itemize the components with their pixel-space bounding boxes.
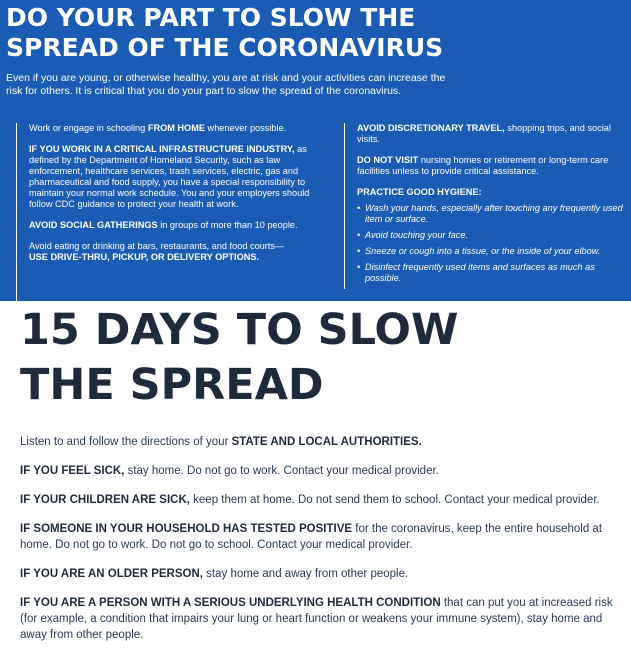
guidance-list <box>20 434 620 656</box>
panel-title-line1: DO YOUR PART TO SLOW THE <box>6 3 416 32</box>
critical-infrastructure-item: IF YOU WORK IN A CRITICAL INFRASTRUCTURE INDUSTRY, as defined by the Department of Homeland Security, such as law enforcement, healthcare services, trash services, electric, gas and pharmaceutical and food supply, you have a special responsibility to maintain your normal work schedule. You and your employers should follow CDC guidance to protect your health at work. <box>29 144 310 209</box>
main-title-line1: 15 DAYS TO SLOW <box>20 305 459 355</box>
household-positive-item: IF SOMEONE IN YOUR HOUSEHOLD HAS TESTED POSITIVE for the coronavirus, keep the entire household at home. Do not go to work. Do not go to school. Contact your medical provider. <box>20 523 603 551</box>
bullet-icon: • <box>357 203 361 213</box>
bullet-icon: • <box>357 246 361 256</box>
feel-sick-item: IF YOU FEEL SICK, stay home. Do not go to work. Contact your medical provider. <box>20 465 439 477</box>
do-not-visit-item: DO NOT VISIT nursing homes or retirement or long-term care facilities unless to provide critical assistance. <box>357 155 609 176</box>
hygiene-list <box>357 203 631 284</box>
underlying-condition-item: IF YOU ARE A PERSON WITH A SERIOUS UNDERLYING HEALTH CONDITION that can put you at increased risk (for example, a condition that impairs your lung or heart function or weakens your immune system), stay home and away from other people. <box>20 597 613 641</box>
hygiene-item: • Wash your hands, especially after touching any frequently used item or surface. <box>357 203 623 224</box>
hygiene-item: • Disinfect frequently used items and surfaces as much as possible. <box>357 262 595 283</box>
panel-title-line2: SPREAD OF THE CORONAVIRUS <box>6 33 444 62</box>
hygiene-item: • Avoid touching your face. <box>357 230 469 240</box>
hygiene-heading: PRACTICE GOOD HYGIENE: <box>357 187 482 197</box>
children-sick-item: IF YOUR CHILDREN ARE SICK, keep them at home. Do not send them to school. Contact your medical provider. <box>20 494 600 506</box>
bullet-icon: • <box>357 230 361 240</box>
avoid-travel-item: AVOID DISCRETIONARY TRAVEL, shopping trips, and social visits. <box>357 123 611 144</box>
right-guidance-column <box>344 123 631 289</box>
hygiene-item: • Sneeze or cough into a tissue, or the inside of your elbow. <box>357 246 601 256</box>
bullet-icon: • <box>357 262 361 272</box>
avoid-gatherings-item: AVOID SOCIAL GATHERINGS in groups of more than 10 people. <box>29 220 298 230</box>
main-title-line2: THE SPREAD <box>20 360 324 410</box>
avoid-dining-item: Avoid eating or drinking at bars, restaurants, and food courts— USE DRIVE-THRU, PICKUP, OR DELIVERY OPTIONS. <box>29 241 285 262</box>
older-person-item: IF YOU ARE AN OLDER PERSON, stay home and away from other people. <box>20 568 409 580</box>
panel-title <box>6 3 626 63</box>
work-from-home-item: Work or engage in schooling FROM HOME whenever possible. <box>29 123 287 133</box>
follow-authorities-item: Listen to and follow the directions of your STATE AND LOCAL AUTHORITIES. <box>20 436 422 448</box>
panel-intro: Even if you are young, or otherwise healthy, you are at risk and your activities can increase the risk for others. It is critical that you do your part to slow the spread of the coronavirus. <box>6 72 446 97</box>
main-title <box>20 303 580 413</box>
blue-guidance-panel <box>0 0 631 301</box>
left-guidance-column <box>16 123 319 301</box>
